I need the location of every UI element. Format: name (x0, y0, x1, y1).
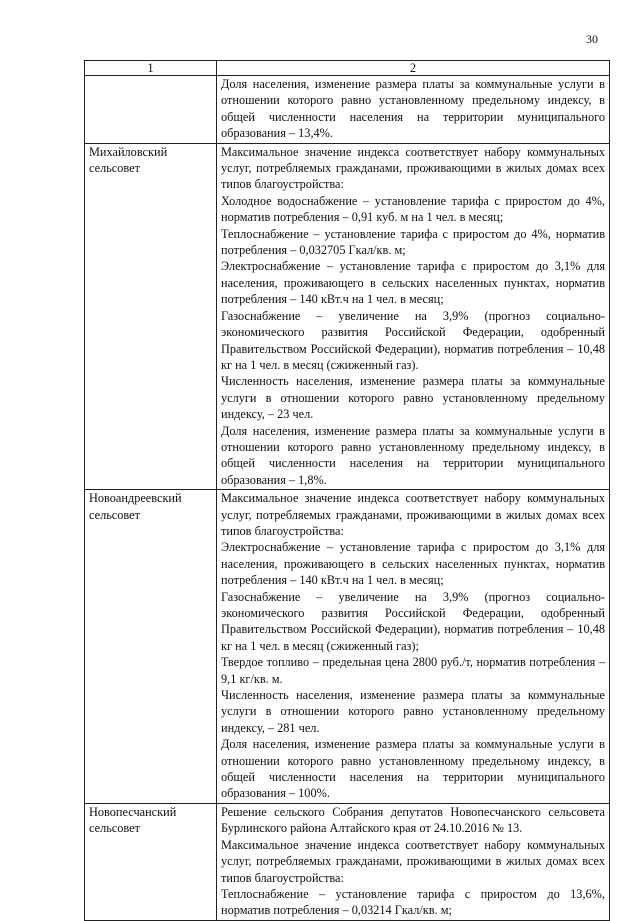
tariff-paragraph: Теплоснабжение – установление тарифа с приростом до 13,6%, норматив потребления – 0,03214 Гкал/кв. м; (221, 886, 605, 918)
tariff-paragraph: Газоснабжение – увеличение на 3,9% (прогноз социально-экономического развития Российской Федерации, одобренный Правительством Российской Федерации), норматив потребления – 10,48 кг на 1 чел. в месяц (сжиженный газ). (221, 308, 605, 372)
table-row (85, 803, 610, 920)
column-header-1: 1 (85, 61, 217, 76)
tariff-paragraph: Доля населения, изменение размера платы за коммунальные услуги в отношении которого равно установленному предельному индексу, в общей численности населения на территории муниципального образования – 1,8%. (221, 423, 605, 487)
tariff-paragraph: Решение сельского Собрания депутатов Новопесчанского сельсовета Бурлинского района Алтайского края от 24.10.2016 № 13. (221, 804, 605, 836)
district-name-cell (85, 143, 217, 490)
tariff-paragraph: Электроснабжение – установление тарифа с приростом до 3,1% для населения, проживающего в сельских населенных пунктах, норматив потребления – 140 кВт.ч на 1 чел. в месяц; (221, 540, 605, 588)
tariff-description-cell (217, 803, 610, 920)
table-row (85, 490, 610, 804)
tariff-description-cell (217, 143, 610, 490)
district-name-cell (85, 490, 217, 804)
tariff-paragraph: Максимальное значение индекса соответствует набору коммунальных услуг, потребляемых гражданами, проживающими в жилых домах всех типов благоустройства: (221, 837, 605, 885)
tariff-paragraph: Доля населения, изменение размера платы за коммунальные услуги в отношении которого равно установленному предельному индексу, в общей численности населения на территории муниципального образования – 100%. (221, 737, 605, 801)
tariff-paragraph: Максимальное значение индекса соответствует набору коммунальных услуг, потребляемых гражданами, проживающими в жилых домах всех типов благоустройства: (221, 491, 605, 538)
tariff-description-cell (217, 490, 610, 804)
tariff-paragraph: Численность населения, изменение размера платы за коммунальные услуги в отношении которого равно установленному предельному индексу, – 23 чел. (221, 374, 605, 422)
table-row (85, 76, 610, 144)
table-body (85, 76, 610, 921)
header-row (85, 61, 610, 76)
district-name-line: сельсовет (89, 507, 140, 522)
district-name-line: сельсовет (89, 161, 140, 176)
district-name-cell (85, 803, 217, 920)
tariff-paragraph: Твердое топливо – предельная цена 2800 руб./т, норматив потребления – 9,1 кг/кв. м. (221, 655, 605, 686)
table-row (85, 143, 610, 490)
column-header-2: 2 (217, 61, 610, 76)
tariff-paragraph: Теплоснабжение – установление тарифа с приростом до 4%, норматив потребления – 0,032705 Гкал/кв. м; (221, 226, 605, 258)
tariff-paragraph: Электроснабжение – установление тарифа с приростом до 3,1% для населения, проживающего в сельских населенных пунктах, норматив потребления – 140 кВт.ч на 1 чел. в месяц; (221, 259, 605, 307)
tariff-table (84, 60, 610, 921)
tariff-paragraph: Холодное водоснабжение – установление тарифа с приростом до 4%, норматив потребления – 0,91 куб. м на 1 чел. в месяц; (221, 193, 605, 225)
page-number: 30 (586, 32, 598, 46)
tariff-description-cell (217, 76, 610, 144)
tariff-paragraph: Доля населения, изменение размера платы за коммунальные услуги в отношении которого равно установленному предельному индексу, в общей численности населения на территории муниципального образования – 13,4%. (221, 77, 605, 141)
district-name-line: сельсовет (89, 821, 140, 836)
tariff-paragraph: Численность населения, изменение размера платы за коммунальные услуги в отношении которого равно установленному предельному индексу, – 281 чел. (221, 688, 605, 735)
tariff-paragraph: Газоснабжение – увеличение на 3,9% (прогноз социально-экономического развития Российской Федерации, одобренный Правительством Российской Федерации), норматив потребления – 10,48 кг на 1 чел. в месяц (сжиженный газ); (221, 589, 605, 653)
district-name-line: Новоандреевский (89, 491, 182, 506)
tariff-paragraph: Максимальное значение индекса соответствует набору коммунальных услуг, потребляемых гражданами, проживающими в жилых домах всех типов благоустройства: (221, 144, 605, 192)
district-name-line: Михайловский (89, 144, 168, 159)
district-name-cell (85, 76, 217, 144)
district-name-line: Новопесчанский (89, 804, 177, 819)
